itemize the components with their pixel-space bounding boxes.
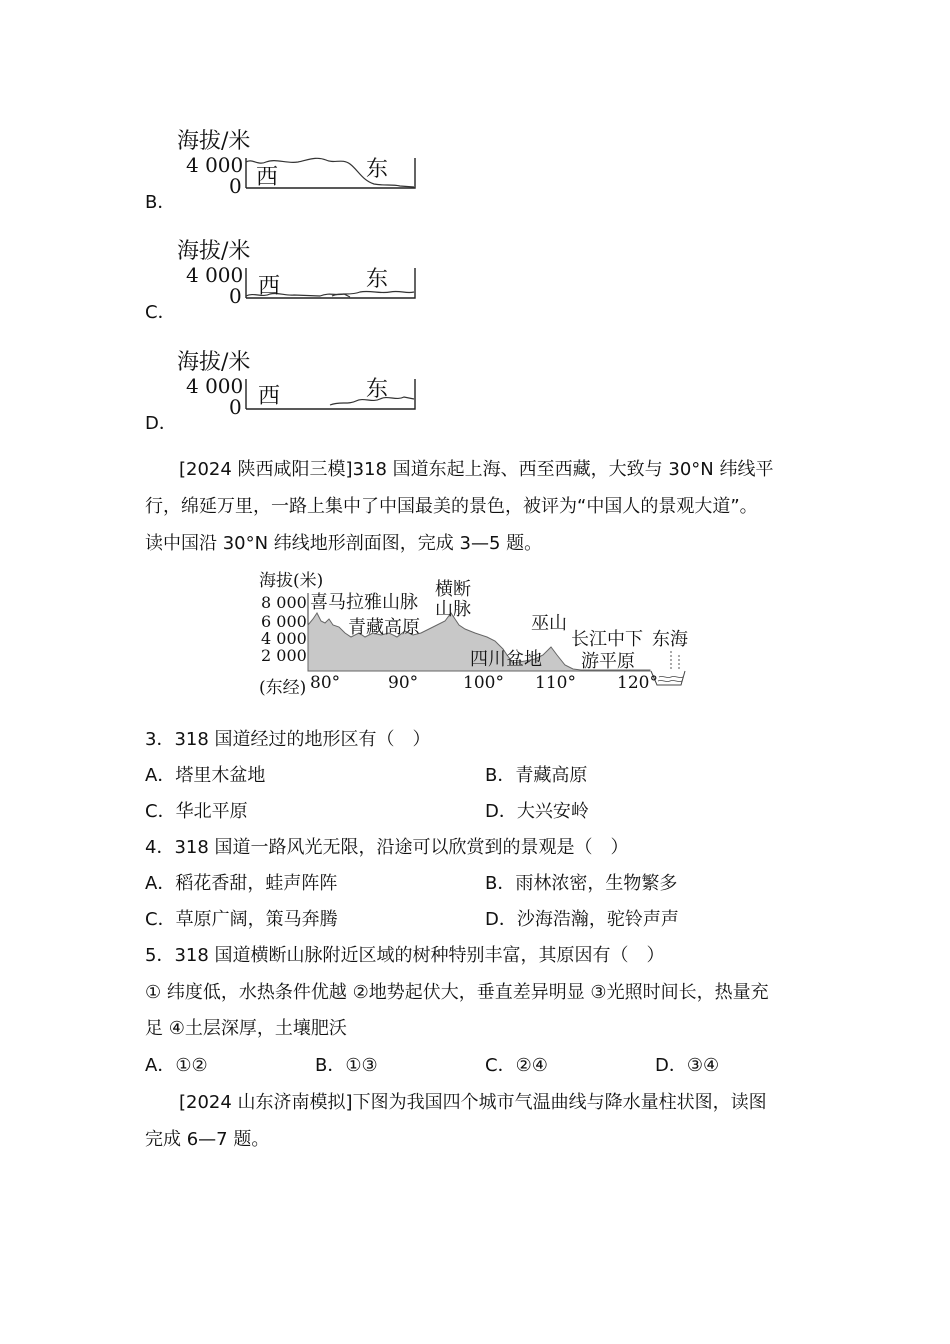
q3-stem: 3．318 国道经过的地形区有（ ） — [145, 729, 431, 750]
option-d-label: D． — [145, 413, 177, 434]
q4-option-c: C．草原广阔，策马奔腾 — [145, 909, 338, 930]
label-donghai: 东海 — [652, 629, 688, 650]
option-b-label: B． — [145, 192, 176, 213]
option-b-west: 西 — [256, 165, 279, 190]
option-c-label: C． — [145, 302, 176, 323]
intro-line-3: 读中国沿 30°N 纬线地形剖面图，完成 3—5 题。 — [145, 533, 543, 554]
profile-ytick-2000: 2 000 — [261, 646, 307, 665]
q5-option-c: C．②④ — [485, 1055, 548, 1076]
label-changjiang-1: 长江中下 — [571, 629, 643, 650]
profile-xtick-110: 110° — [535, 673, 576, 693]
option-d-west: 西 — [258, 384, 281, 409]
option-c-east: 东 — [366, 267, 389, 292]
profile-xtick-80: 80° — [310, 673, 341, 693]
option-d-ylabel: 海拔/米 — [177, 350, 251, 375]
q3-option-a: A．塔里木盆地 — [145, 765, 266, 786]
option-b-east: 东 — [366, 157, 389, 182]
option-b-ylabel: 海拔/米 — [177, 129, 251, 154]
option-c-tick-0: 0 — [229, 284, 242, 308]
q5-stem: 5．318 国道横断山脉附近区域的树种特别丰富，其原因有（ ） — [145, 945, 665, 966]
q4-option-d: D．沙海浩瀚，驼铃声声 — [485, 909, 679, 930]
label-himalaya: 喜马拉雅山脉 — [310, 592, 418, 613]
profile-ytick-8000: 8 000 — [261, 593, 307, 612]
q5-option-d: D．③④ — [655, 1055, 720, 1076]
profile-ytick-4000: 4 000 — [261, 629, 307, 648]
option-c-tick-4000: 4 000 — [186, 263, 244, 287]
q3-option-d: D．大兴安岭 — [485, 801, 589, 822]
q3-option-c: C．华北平原 — [145, 801, 248, 822]
option-c-west: 西 — [258, 274, 281, 299]
option-b-tick-4000: 4 000 — [186, 153, 244, 177]
q5-option-b: B．①③ — [315, 1055, 378, 1076]
next-intro-line-2: 完成 6—7 题。 — [145, 1129, 270, 1150]
option-d-east: 东 — [366, 377, 389, 402]
label-wushan: 巫山 — [531, 613, 567, 634]
label-sichuan: 四川盆地 — [470, 649, 542, 670]
q3-option-b: B．青藏高原 — [485, 765, 588, 786]
profile-xlabel: (东经) — [259, 678, 307, 698]
label-changjiang-2: 游平原 — [581, 651, 635, 672]
profile-xtick-120: 120° — [617, 673, 658, 693]
option-d-tick-0: 0 — [229, 395, 242, 419]
label-hengduan-2: 山脉 — [435, 599, 471, 620]
q5-statements-line-1: ① 纬度低，水热条件优越 ②地势起伏大，垂直差异明显 ③光照时间长，热量充 — [145, 982, 769, 1003]
profile-ylabel: 海拔(米) — [259, 571, 324, 591]
option-c-ylabel: 海拔/米 — [177, 239, 251, 264]
option-d-tick-4000: 4 000 — [186, 374, 244, 398]
next-intro-line-1: [2024 山东济南模拟]下图为我国四个城市气温曲线与降水量柱状图，读图 — [179, 1092, 767, 1113]
profile-xtick-100: 100° — [463, 673, 504, 693]
terrain-profile-figure — [255, 563, 695, 698]
q5-statements-line-2: 足 ④土层深厚，土壤肥沃 — [145, 1018, 347, 1039]
label-qingzang: 青藏高原 — [348, 617, 420, 638]
label-hengduan-1: 横断 — [435, 579, 471, 600]
q4-option-a: A．稻花香甜，蛙声阵阵 — [145, 873, 338, 894]
option-b-tick-0: 0 — [229, 174, 242, 198]
q4-stem: 4．318 国道一路风光无限，沿途可以欣赏到的景观是（ ） — [145, 837, 629, 858]
q5-option-a: A．①② — [145, 1055, 208, 1076]
q4-option-b: B．雨林浓密，生物繁多 — [485, 873, 678, 894]
intro-line-2: 行，绵延万里，一路上集中了中国最美的景色，被评为“中国人的景观大道”。 — [145, 496, 758, 517]
profile-xtick-90: 90° — [388, 673, 419, 693]
intro-line-1: [2024 陕西咸阳三模]318 国道东起上海、西至西藏，大致与 30°N 纬线平 — [179, 459, 774, 480]
profile-ytick-6000: 6 000 — [261, 612, 307, 631]
